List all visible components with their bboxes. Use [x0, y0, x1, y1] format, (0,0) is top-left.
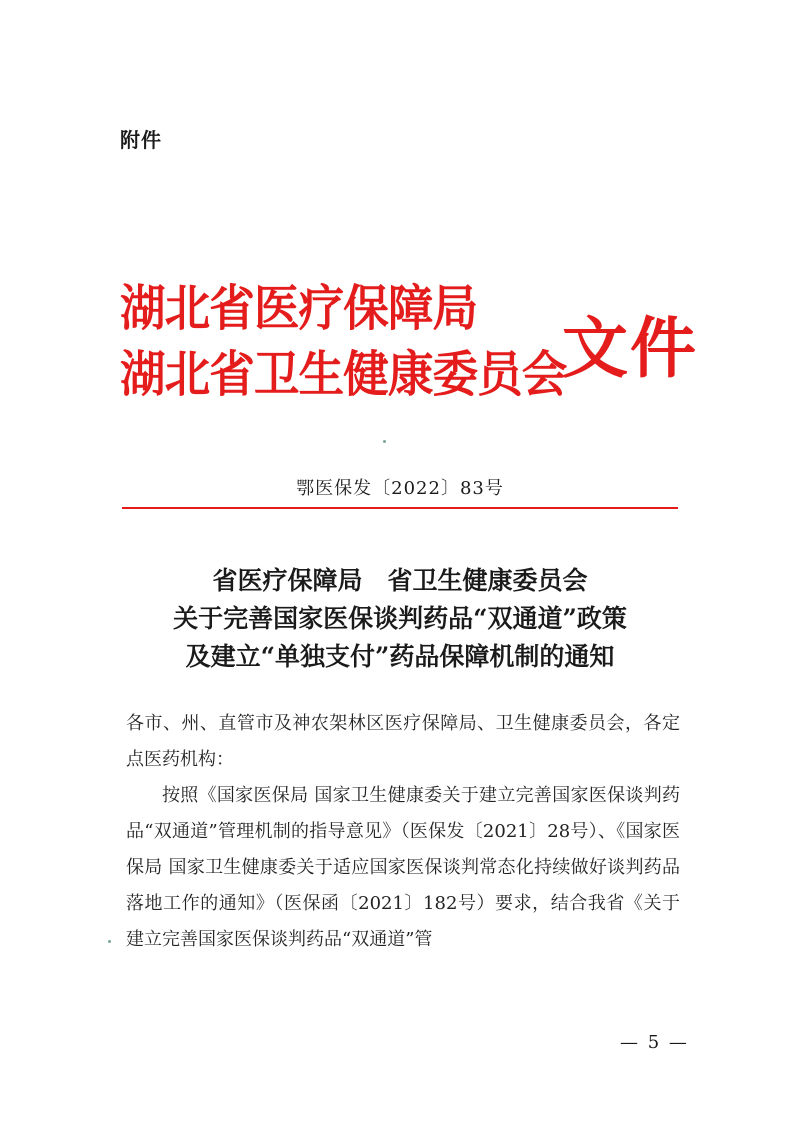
masthead-suffix: 文件 [562, 309, 698, 387]
title-line-2: 关于完善国家医保谈判药品“双通道”政策 [173, 604, 627, 633]
body-text [126, 706, 680, 958]
red-divider-line [122, 507, 678, 509]
issuer-line-1: 湖北省医疗保障局 [120, 279, 478, 337]
red-masthead [120, 272, 698, 412]
body-paragraph: 按照《国家医保局 国家卫生健康委关于建立完善国家医保谈判药品“双通道”管理机制的指导意见》（医保发〔2021〕28号）、《国家医保局 国家卫生健康委关于适应国家医保谈判常态化持续做好谈判药品落地工作的通知》（医保函〔2021〕182号）要求，结合我省《关于建立完善国家医保谈判药品“双通道”管 [126, 785, 680, 950]
attachment-label: 附件 [120, 128, 162, 152]
document-number: 鄂医保发〔2022〕83号 [296, 478, 504, 499]
title-line-3: 及建立“单独支付”药品保障机制的通知 [185, 642, 615, 671]
issuer-line-2: 湖北省卫生健康委员会 [120, 345, 567, 403]
page-number: — 5 — [620, 1032, 689, 1053]
title-line-1: 省医疗保障局 省卫生健康委员会 [212, 566, 588, 595]
scan-speck [383, 440, 386, 443]
scan-speck [108, 940, 111, 943]
document-title [0, 562, 800, 676]
addressee: 各市、州、直管市及神农架林区医疗保障局、卫生健康委员会，各定点医药机构： [126, 713, 680, 770]
